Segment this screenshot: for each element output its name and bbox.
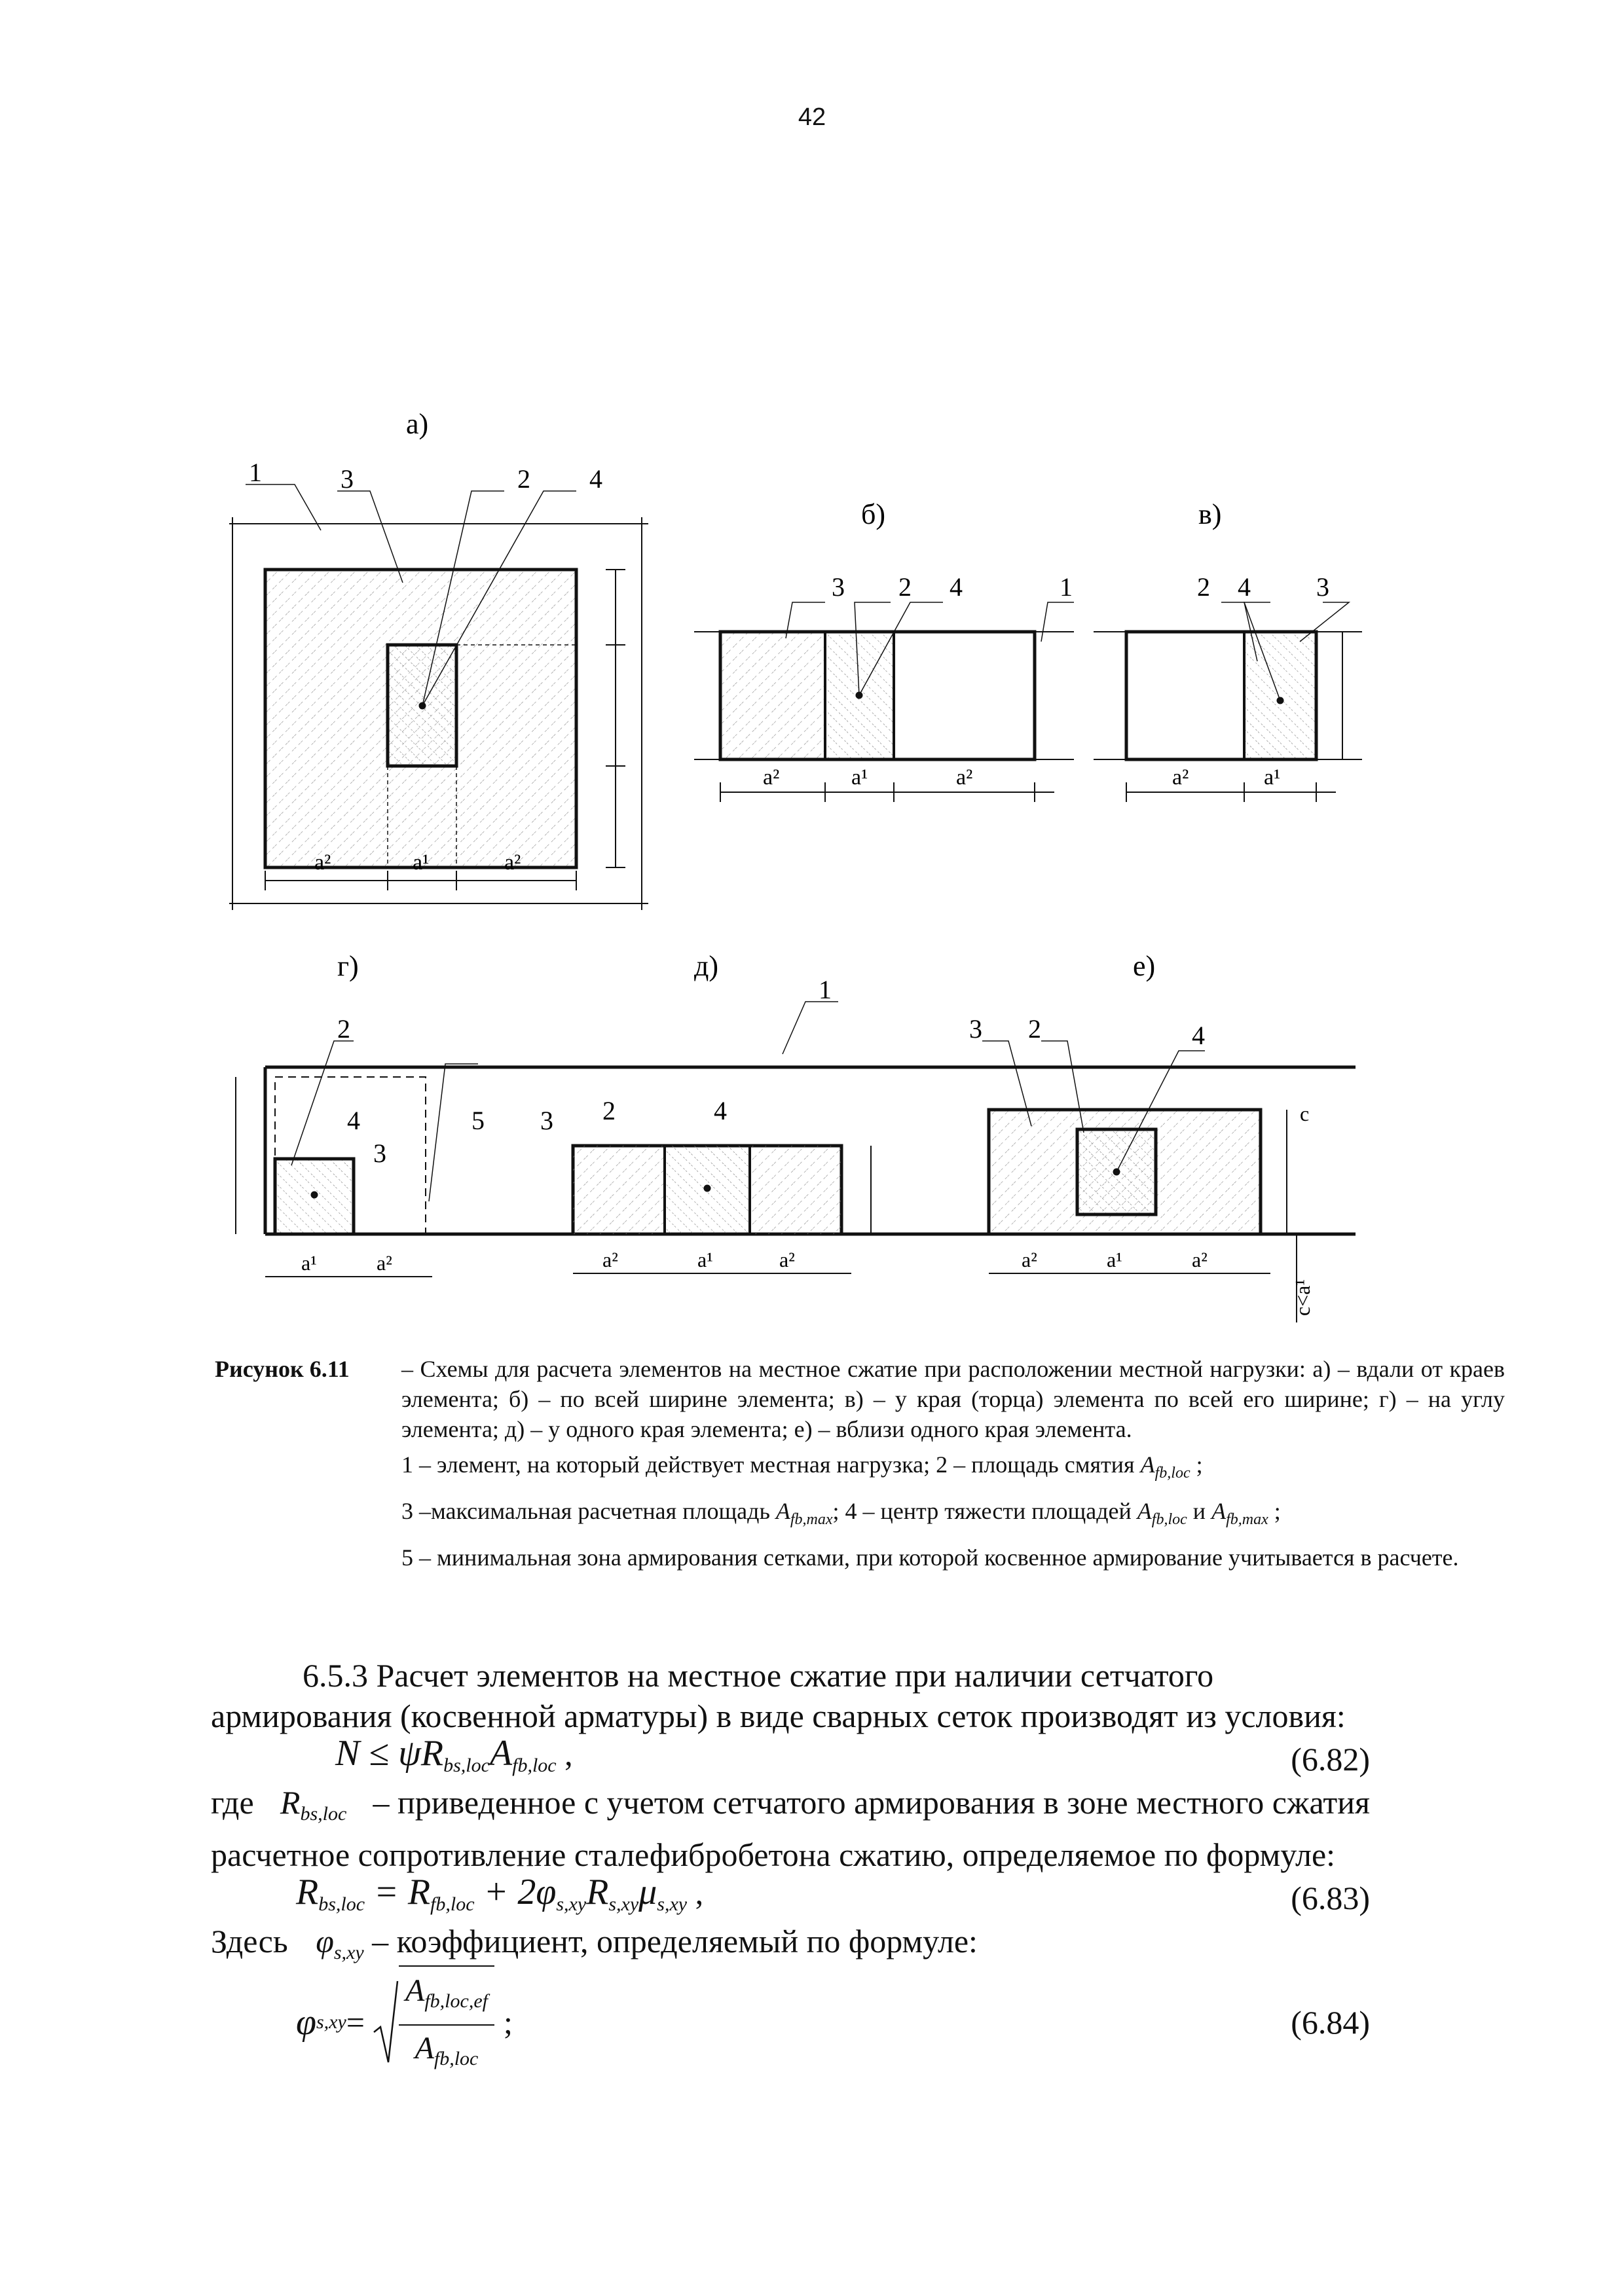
callout-g-4: 4 [347, 1106, 360, 1135]
panel-label-v: в) [1198, 498, 1222, 530]
f683-s4: s,xy [608, 1893, 639, 1915]
panel-label-a: а) [406, 408, 429, 440]
formula-number-6-82: (6.82) [1291, 1741, 1370, 1777]
panel-label-e: е) [1133, 950, 1156, 982]
callout-a-1: 1 [249, 458, 262, 487]
formula-6-84 [211, 1973, 1370, 2071]
f683-R2: R [586, 1871, 609, 1912]
where-line [211, 1782, 1370, 1834]
caption-item3 [401, 1496, 1505, 1535]
callout-d-4: 4 [714, 1096, 727, 1125]
caption-item5: 5 – минимальная зона армирования сетками, при которой косвенное армирование учитывается в расчете. [401, 1544, 1459, 1571]
semicolon: ; [1274, 1498, 1281, 1524]
f684-den: A [415, 2031, 434, 2066]
formula-6-82 [211, 1732, 1370, 1782]
dim-v-a1: a¹ [1264, 765, 1281, 790]
callout-g-5: 5 [471, 1106, 485, 1135]
here-sub: s,xy [333, 1942, 364, 1963]
dim-b-a2-right: a² [956, 765, 973, 790]
paragraph-6-5-3: 6.5.3 Расчет элементов на местное сжатие при наличии сетчатого армирования (косвенной арматуры) в виде сварных сеток производят из условия: [211, 1657, 1346, 1734]
callout-v-1: 1 [1060, 572, 1073, 602]
callout-v-2: 2 [1197, 572, 1210, 602]
symbol-A: A [1211, 1498, 1227, 1524]
dim-d-a1: a¹ [697, 1248, 713, 1271]
sub-fb-loc: fb,loc [1151, 1511, 1187, 1528]
panels-g-d-e [236, 1002, 1356, 1322]
f683-tail: , [687, 1874, 704, 1911]
formula-number-6-84: (6.84) [1291, 2004, 1370, 2041]
sub-fb-max: fb,max [1226, 1511, 1268, 1528]
symbol-A: A [1137, 1498, 1152, 1524]
callout-v-4: 4 [1238, 572, 1251, 602]
f683-s5: s,xy [657, 1893, 688, 1915]
dim-b-a1: a¹ [851, 765, 868, 790]
caption-and: и [1192, 1498, 1206, 1524]
main-text [211, 1655, 1370, 2071]
f684-den-sub: fb,loc [434, 2048, 479, 2069]
callout-a-3: 3 [341, 464, 354, 494]
semicolon: ; [1196, 1451, 1203, 1478]
callout-e-3: 3 [969, 1014, 982, 1044]
here-symbol: φ [316, 1923, 334, 1959]
f682-sub1: bs,loc [443, 1754, 490, 1776]
formula-number-6-83: (6.83) [1291, 1880, 1370, 1916]
page-number: 42 [798, 103, 826, 131]
f683-R: R [296, 1871, 319, 1912]
f682-tail: , [556, 1735, 573, 1772]
sqrt-sign [373, 1980, 399, 2065]
dim-v-a2: a² [1172, 765, 1189, 790]
where-continuation: расчетное сопротивление сталефибробетона сжатию, определяемое по формуле: [211, 1836, 1336, 1873]
caption-line1: – Схемы для расчета элементов на местное сжатие при расположении местной нагрузки: а) – вдали от краев элемента; б) – по всей ширине элемента; в) – у края (торца) элемента по всей его ширине; г) – на углу элемента; д) – у одного края элемента; е) – вблизи одного края элемента. [401, 1356, 1505, 1442]
f682-part1: N ≤ ψR [335, 1732, 444, 1774]
panel-v [1041, 602, 1362, 802]
dim-g-a2: a² [377, 1251, 392, 1275]
callout-d-2: 2 [602, 1096, 616, 1125]
here-word: Здесь [211, 1923, 288, 1959]
callout-v-3: 3 [1316, 572, 1329, 602]
callout-b-3: 3 [832, 572, 845, 602]
dim-b-a2-left: a² [763, 765, 780, 790]
panel-b [694, 602, 1074, 802]
sqrt [373, 1965, 494, 2079]
dim-e-c-lt-a1: c<a¹ [1291, 1279, 1314, 1316]
dim-e-a2-left: a² [1022, 1248, 1037, 1271]
sub-fb-max: fb,max [790, 1511, 833, 1528]
panel-label-d: д) [694, 950, 719, 982]
panel-a [229, 484, 648, 910]
callout-g-3: 3 [373, 1139, 386, 1168]
callout-a-2: 2 [517, 464, 530, 494]
f684-num-sub: fb,loc,ef [424, 1990, 488, 2012]
caption-head: Рисунок 6.11 [215, 1356, 350, 1382]
f683-eq: = R [365, 1871, 431, 1912]
dim-d-a2-right: a² [779, 1248, 795, 1271]
f683-mu: μ [638, 1871, 657, 1912]
callout-d-3: 3 [540, 1106, 553, 1135]
caption-item1-prefix: 1 – элемент, на который действует местная нагрузка; 2 – площадь смятия [401, 1451, 1135, 1478]
caption-item3-prefix: 3 –максимальная расчетная площадь [401, 1498, 770, 1524]
f683-s2: fb,loc [430, 1893, 475, 1915]
figure-6-11 [196, 393, 1375, 1322]
f683-s1: bs,loc [318, 1893, 365, 1915]
f684-num: A [405, 1973, 425, 2008]
dim-a-a2-left: a² [314, 850, 331, 875]
where-sub: bs,loc [300, 1803, 347, 1825]
f682-A: A [489, 1732, 513, 1774]
caption-body [401, 1354, 1505, 1580]
formula-6-83 [211, 1871, 1370, 1921]
caption-item3-mid: ; 4 – центр тяжести площадей [832, 1498, 1132, 1524]
callout-e-1: 1 [819, 975, 832, 1004]
sub-fb-loc: fb,loc [1154, 1465, 1190, 1482]
dim-e-a1: a¹ [1107, 1248, 1122, 1271]
f684-phi: φ [296, 2002, 316, 2043]
f684-lsub: s,xy [316, 2011, 346, 2033]
dim-e-c: c [1300, 1102, 1310, 1125]
fraction [399, 1965, 494, 2079]
callout-a-4: 4 [589, 464, 602, 494]
callout-e-4: 4 [1192, 1021, 1205, 1050]
panel-label-b: б) [861, 498, 886, 530]
callout-g-2: 2 [337, 1014, 350, 1044]
panel-label-g: г) [337, 950, 359, 982]
symbol-A: A [1140, 1451, 1155, 1478]
dim-e-a2-right: a² [1192, 1248, 1208, 1271]
f684-tail: ; [503, 2004, 513, 2041]
dim-a-a1: a¹ [413, 850, 430, 875]
f683-plus: + 2φ [474, 1871, 557, 1912]
callout-b-4: 4 [950, 572, 963, 602]
where-text: – приведенное с учетом сетчатого армирования в зоне местного сжатия [373, 1784, 1370, 1821]
f683-s3: s,xy [556, 1893, 587, 1915]
caption-item1 [401, 1449, 1505, 1488]
f684-eq: = [346, 2004, 365, 2041]
callout-b-2: 2 [898, 572, 912, 602]
dim-a-a2-right: a² [504, 850, 521, 875]
callout-e-2: 2 [1028, 1014, 1041, 1044]
here-text: – коэффициент, определяемый по формуле: [372, 1923, 978, 1959]
where-symbol: R [280, 1784, 301, 1821]
dim-g-a1: a¹ [301, 1251, 317, 1275]
symbol-A: A [775, 1498, 790, 1524]
figure-caption [215, 1354, 1505, 1580]
dim-d-a2-left: a² [602, 1248, 618, 1271]
where-word: где [211, 1784, 254, 1821]
f682-sub2: fb,loc [512, 1754, 557, 1776]
